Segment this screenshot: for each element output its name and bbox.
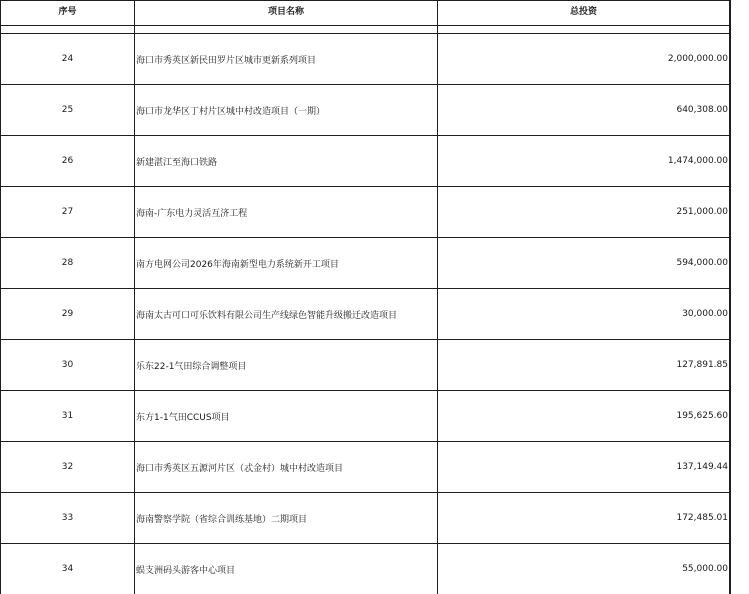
header-project-name: 项目名称 xyxy=(135,1,438,26)
cell-serial-number[interactable]: 33 xyxy=(1,493,135,544)
cell-total-investment[interactable]: 195,625.60 xyxy=(438,391,730,442)
cell-total-investment[interactable]: 1,474,000.00 xyxy=(438,136,730,187)
cell-project-name[interactable]: 东方1-1气田CCUS项目 xyxy=(135,391,438,442)
cell-serial-number[interactable]: 30 xyxy=(1,340,135,391)
table-row xyxy=(1,442,730,493)
cell-total-investment[interactable]: 251,000.00 xyxy=(438,187,730,238)
cell-project-name[interactable]: 海南警察学院（省综合训练基地）二期项目 xyxy=(135,493,438,544)
cell-project-name[interactable]: 新建湛江至海口铁路 xyxy=(135,136,438,187)
table-row xyxy=(1,85,730,136)
cell-serial-number[interactable]: 34 xyxy=(1,544,135,594)
cell-serial-number[interactable]: 28 xyxy=(1,238,135,289)
cell-serial-number[interactable]: 29 xyxy=(1,289,135,340)
cell-total-investment[interactable]: 172,485.01 xyxy=(438,493,730,544)
cell-serial-number[interactable]: 26 xyxy=(1,136,135,187)
cell-serial-number[interactable]: 27 xyxy=(1,187,135,238)
table-row xyxy=(1,187,730,238)
cell-serial-number[interactable]: 24 xyxy=(1,34,135,85)
table-row xyxy=(1,289,730,340)
cell-total-investment[interactable]: 640,308.00 xyxy=(438,85,730,136)
cell-project-name[interactable]: 乐东22-1气田综合调整项目 xyxy=(135,340,438,391)
table-row xyxy=(1,238,730,289)
cell-project-name[interactable]: 海口市秀英区新民田罗片区城市更新系列项目 xyxy=(135,34,438,85)
cell-serial-number[interactable]: 32 xyxy=(1,442,135,493)
cell-total-investment[interactable]: 594,000.00 xyxy=(438,238,730,289)
cell-total-investment[interactable]: 55,000.00 xyxy=(438,544,730,594)
cell-project-name[interactable]: 南方电网公司2026年海南新型电力系统新开工项目 xyxy=(135,238,438,289)
cell-serial-number[interactable]: 31 xyxy=(1,391,135,442)
spacer-cell xyxy=(1,26,135,34)
cell-project-name[interactable]: 海南-广东电力灵活互济工程 xyxy=(135,187,438,238)
table-row xyxy=(1,136,730,187)
table-row xyxy=(1,544,730,594)
cell-project-name[interactable]: 海口市秀英区五源河片区（忒金村）城中村改造项目 xyxy=(135,442,438,493)
cell-project-name[interactable]: 海口市龙华区丁村片区城中村改造项目（一期） xyxy=(135,85,438,136)
table-row xyxy=(1,340,730,391)
header-total-investment: 总投资 xyxy=(438,1,730,26)
header-spacer-row xyxy=(1,26,730,34)
column-edge-line xyxy=(730,0,731,594)
table-row xyxy=(1,34,730,85)
cell-project-name[interactable]: 蜈支洲码头游客中心项目 xyxy=(135,544,438,594)
cell-total-investment[interactable]: 137,149.44 xyxy=(438,442,730,493)
cell-total-investment[interactable]: 127,891.85 xyxy=(438,340,730,391)
spacer-cell xyxy=(438,26,730,34)
cell-total-investment[interactable]: 2,000,000.00 xyxy=(438,34,730,85)
table-row xyxy=(1,493,730,544)
table-row xyxy=(1,391,730,442)
cell-project-name[interactable]: 海南太古可口可乐饮料有限公司生产线绿色智能升级搬迁改造项目 xyxy=(135,289,438,340)
header-row xyxy=(1,1,730,26)
cell-total-investment[interactable]: 30,000.00 xyxy=(438,289,730,340)
spacer-cell xyxy=(135,26,438,34)
header-serial-number: 序号 xyxy=(1,1,135,26)
cell-serial-number[interactable]: 25 xyxy=(1,85,135,136)
